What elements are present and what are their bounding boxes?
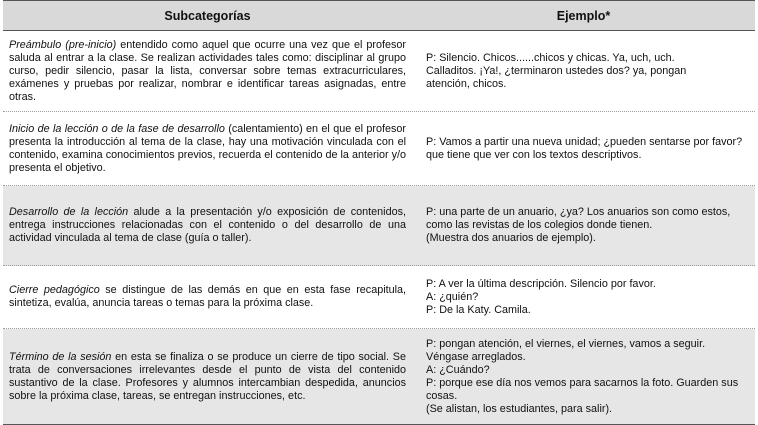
example-line: P: De la Katy. Camila. — [426, 303, 531, 316]
table-row — [3, 266, 755, 329]
table-row — [3, 31, 755, 112]
example-line: P: Silencio. Chicos......chicos y chicas. Ya, uch, uch. — [426, 51, 675, 64]
example-line: que tiene que ver con los textos descriptivos. — [426, 148, 642, 161]
subcategory-term: Inicio de la lección o de la fase de desarrollo — [9, 122, 225, 135]
example-line: P: una parte de un anuario, ¿ya? Los anuarios son como estos, — [426, 206, 731, 218]
example-line: Calladitos. ¡Ya!, ¿terminaron ustedes dos? ya, pongan — [426, 64, 687, 77]
example-cell — [412, 329, 755, 424]
subcategory-term: Desarrollo de la lección — [9, 206, 129, 218]
subcategories-table — [3, 0, 755, 425]
example-line: P: Vamos a partir una nueva unidad; ¿pueden sentarse por favor? — [426, 135, 743, 148]
example-line: (Se alistan, los estudiantes, para salir). — [426, 402, 613, 415]
example-line: P: pongan atención, el viernes, el viernes, vamos a seguir. — [426, 337, 706, 350]
subcategory-description: entendido como aquel que ocurre una vez que el profesor saluda al entrar a la clase. Se realizan actividades tales como: disciplinar al grupo curso, pedir silencio, pasar la lista, conversar sobre temas extracurriculares, exámenes y pruebas por realizar, nombrar e identificar tareas asignadas, entre otras. — [9, 38, 406, 103]
header-subcategorias: Subcategorías — [164, 8, 251, 23]
subcategory-description: se distingue de las demás en que en esta fase recapitula, sintetiza, evalúa, anuncia tareas o temas para la próxima clase. — [9, 284, 407, 309]
subcategory-cell — [3, 31, 412, 111]
table-row — [3, 186, 755, 266]
example-line: P: porque ese día nos vemos para sacarnos la foto. Guarden sus — [426, 376, 739, 389]
example-line: Véngase arreglados. — [426, 350, 526, 363]
header-ejemplo: Ejemplo* — [556, 8, 611, 23]
example-line: A: ¿Cuándo? — [426, 363, 490, 376]
subcategory-cell — [3, 112, 412, 185]
table-row — [3, 329, 755, 425]
example-cell — [412, 112, 755, 185]
example-line: cosas. — [426, 389, 458, 402]
subcategory-description: alude a la presentación y/o exposición de contenidos, entrega instrucciones relacionadas con el contenido o del desarrollo de una actividad vinculada al tema de clase (guía o taller). — [9, 206, 406, 244]
subcategory-term: Cierre pedagógico — [9, 284, 100, 296]
table-header — [3, 0, 755, 31]
example-line: atención, chicos. — [426, 77, 507, 90]
subcategory-description: (calentamiento) en el que el profesor presenta la introducción al tema de la clase, hay una motivación vinculada con el contenido, examina conocimientos previos, recuerda el contenido de la anterior y/o presenta el objetivo. — [9, 122, 406, 174]
example-cell — [412, 186, 755, 265]
subcategory-cell — [3, 329, 412, 424]
subcategory-cell — [3, 186, 412, 265]
subcategory-cell — [3, 266, 412, 328]
example-line: como las revistas de los colegios donde tienen. — [426, 219, 653, 231]
subcategory-term: Término de la sesión — [9, 350, 112, 363]
example-cell — [412, 266, 755, 328]
example-line: (Muestra dos anuarios de ejemplo). — [426, 232, 596, 244]
subcategory-term: Preámbulo (pre-inicio) — [9, 38, 117, 51]
example-line: P: A ver la última descripción. Silencio por favor. — [426, 277, 656, 290]
table-row — [3, 112, 755, 186]
subcategory-description: en esta se finaliza o se produce un cierre de tipo social. Se trata de conversaciones irrelevantes desde el punto de vista del contenido sustantivo de la clase. Profesores y alumnos intercambian despedida, anuncios sobre la próxima clase, tareas, se entregan instrucciones, etc. — [9, 350, 406, 402]
example-cell — [412, 31, 755, 111]
example-line: A: ¿quién? — [426, 290, 479, 303]
